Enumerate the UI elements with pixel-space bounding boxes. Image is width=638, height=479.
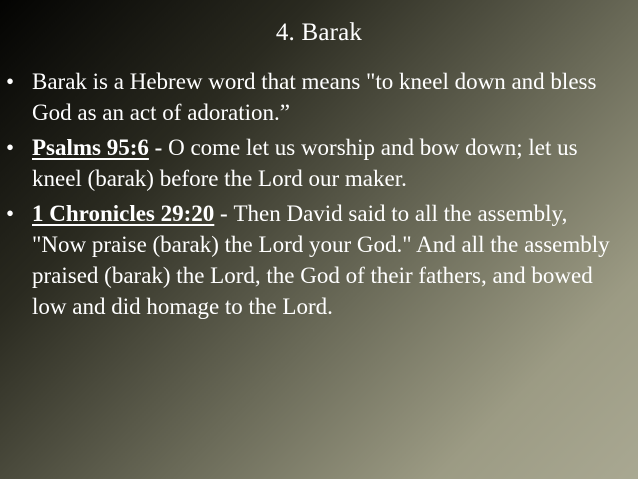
reference-separator: - xyxy=(148,135,169,160)
bullet-dot-icon: • xyxy=(6,201,15,226)
bullet-dot-icon: • xyxy=(6,69,15,94)
scripture-reference-link[interactable]: 1 Chronicles 29:20 xyxy=(32,201,215,226)
bullet-dot-icon: • xyxy=(6,135,15,160)
slide-title: 4. Barak xyxy=(275,19,363,46)
bullet-item xyxy=(6,198,622,322)
bullet-text: O come let us worship and bow down; let us kneel (barak) before the Lord our maker. xyxy=(32,135,578,191)
bullet-text: Then David said to all the assembly, "Now praise (barak) the Lord your God." And all the assembly praised (barak) the Lord, the God of their fathers, and bowed low and did homage to the Lord. xyxy=(32,201,610,319)
scripture-reference-link[interactable]: Psalms 95:6 xyxy=(32,135,149,160)
bullet-text: Barak is a Hebrew word that means "to kneel down and bless God as an act of adoration.” xyxy=(32,69,597,125)
bullet-item xyxy=(6,132,622,194)
bullet-list xyxy=(6,66,622,322)
reference-separator: - xyxy=(214,201,234,226)
bullet-item xyxy=(6,66,622,128)
